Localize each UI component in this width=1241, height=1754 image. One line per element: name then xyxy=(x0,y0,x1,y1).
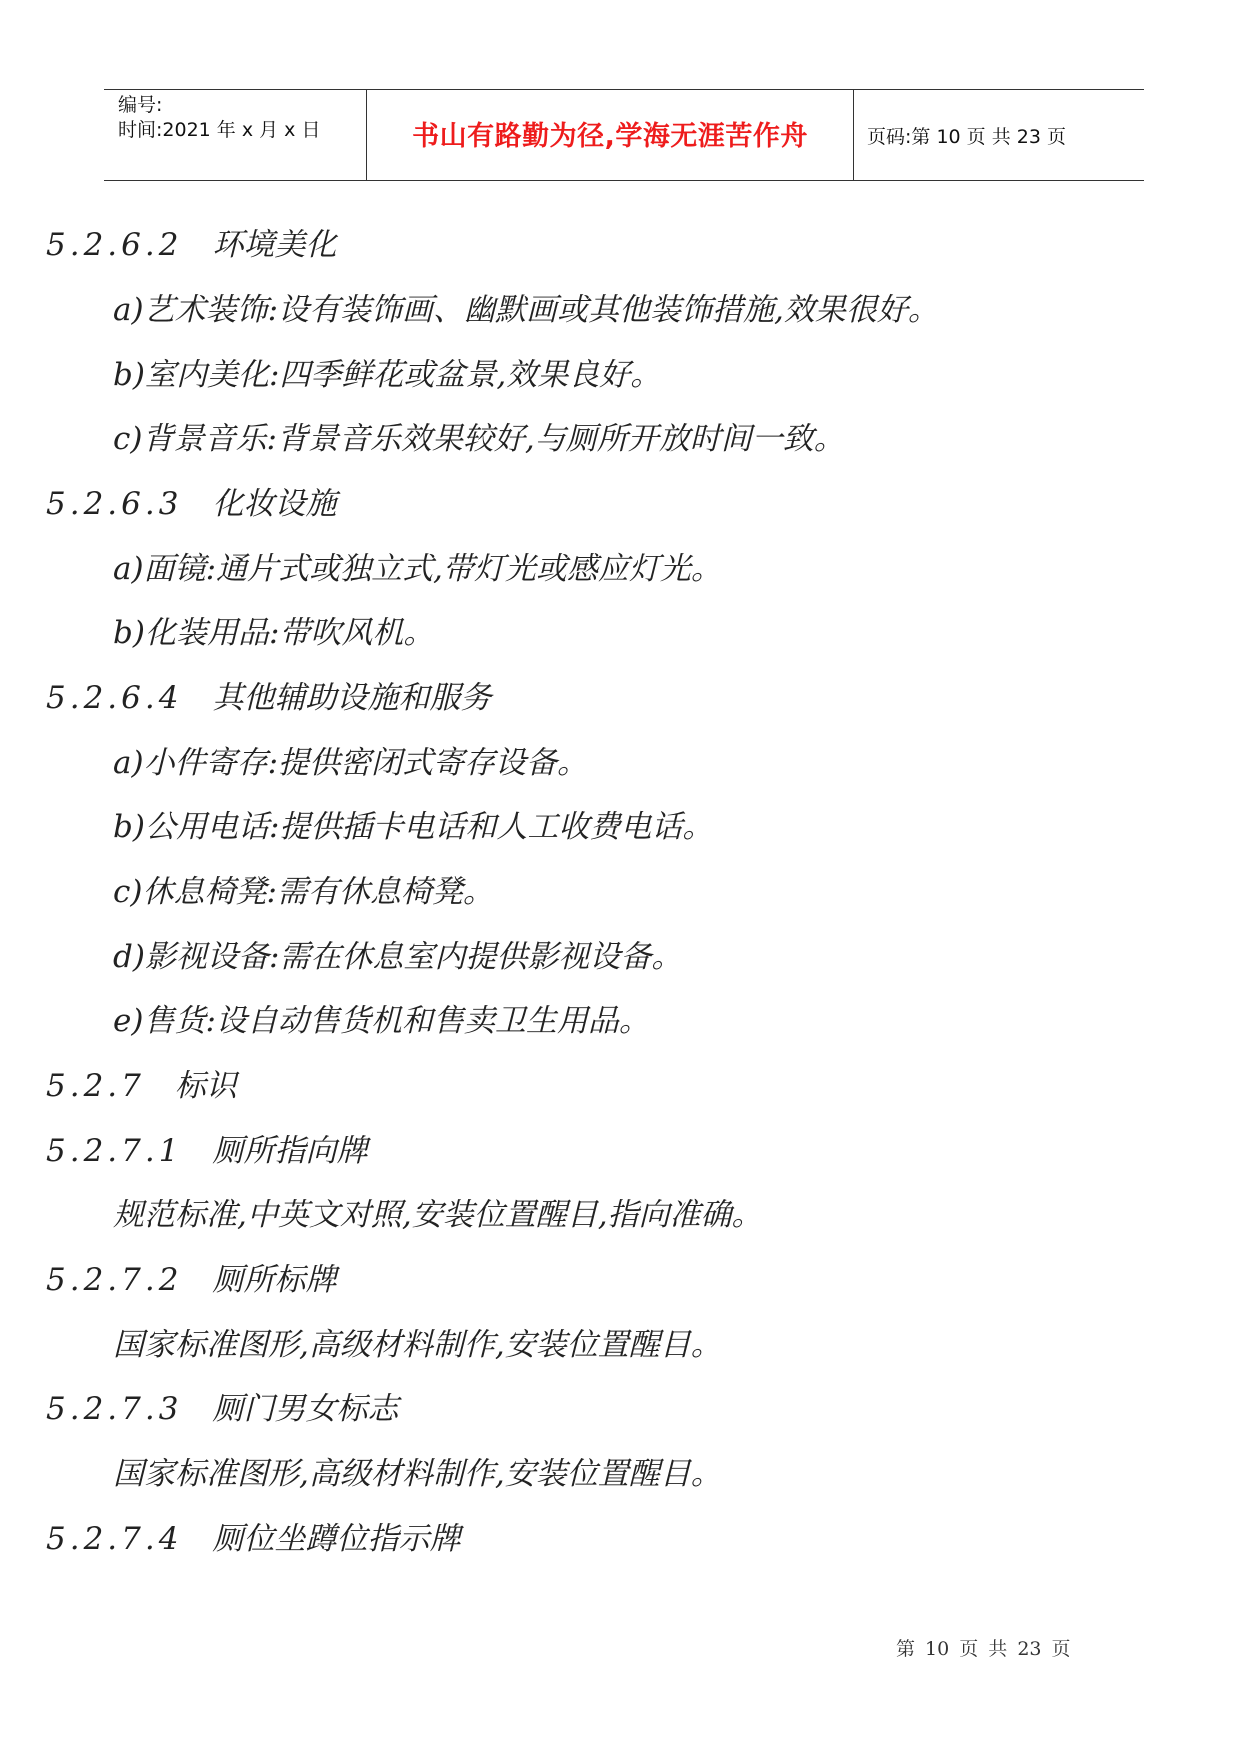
section-heading xyxy=(46,1066,237,1106)
list-item: a)艺术装饰:设有装饰画、幽默画或其他装饰措施,效果很好。 xyxy=(113,292,939,328)
section-number: 5.2.7.4 xyxy=(46,1521,183,1557)
header-motto: 书山有路勤为径,学海无涯苦作舟 xyxy=(412,121,808,152)
section-heading xyxy=(46,1389,398,1429)
section-title: 厕位坐蹲位指示牌 xyxy=(212,1521,461,1557)
section-number: 5.2.6.3 xyxy=(46,486,183,522)
section-heading xyxy=(46,1131,367,1171)
header-info-cell xyxy=(104,90,367,180)
section-number: 5.2.6.4 xyxy=(46,680,183,716)
list-item: a)小件寄存:提供密闭式寄存设备。 xyxy=(113,745,589,781)
section-title: 厕门男女标志 xyxy=(212,1391,399,1427)
section-number: 5.2.7.2 xyxy=(46,1262,183,1298)
page-footer: 第 10 页 共 23 页 xyxy=(896,1638,1071,1660)
serial-label: 编号: xyxy=(118,94,163,116)
section-title: 化妆设施 xyxy=(212,486,337,522)
section-heading xyxy=(46,1519,460,1559)
paragraph: 国家标准图形,高级材料制作,安装位置醒目。 xyxy=(113,1456,722,1492)
section-number: 5.2.7.3 xyxy=(46,1391,183,1427)
section-heading xyxy=(46,1260,336,1300)
list-item: b)公用电话:提供插卡电话和人工收费电话。 xyxy=(113,809,714,845)
time-label: 时间:2021 年 x 月 x 日 xyxy=(118,119,321,141)
section-title: 其他辅助设施和服务 xyxy=(212,680,492,716)
section-title: 标识 xyxy=(174,1068,237,1104)
list-item: b)室内美化:四季鲜花或盆景,效果良好。 xyxy=(113,357,662,393)
section-title: 厕所标牌 xyxy=(212,1262,337,1298)
list-item: e)售货:设自动售货机和售卖卫生用品。 xyxy=(113,1003,650,1039)
section-number: 5.2.6.2 xyxy=(46,227,183,263)
header-motto-cell xyxy=(367,90,854,180)
paragraph: 规范标准,中英文对照,安装位置醒目,指向准确。 xyxy=(113,1197,763,1233)
list-item: d)影视设备:需在休息室内提供影视设备。 xyxy=(113,939,683,975)
section-heading xyxy=(46,225,336,265)
page-header xyxy=(104,89,1144,181)
section-heading xyxy=(46,484,336,524)
paragraph: 国家标准图形,高级材料制作,安装位置醒目。 xyxy=(113,1327,722,1363)
section-heading xyxy=(46,678,491,718)
list-item: a)面镜:通片式或独立式,带灯光或感应灯光。 xyxy=(113,551,722,587)
header-page-cell xyxy=(854,90,1144,180)
section-number: 5.2.7 xyxy=(46,1068,145,1104)
header-page-code: 页码:第 10 页 共 23 页 xyxy=(867,126,1066,148)
section-title: 环境美化 xyxy=(212,227,337,263)
list-item: b)化装用品:带吹风机。 xyxy=(113,615,435,651)
list-item: c)休息椅凳:需有休息椅凳。 xyxy=(113,874,494,910)
section-title: 厕所指向牌 xyxy=(212,1133,368,1169)
section-number: 5.2.7.1 xyxy=(46,1133,183,1169)
list-item: c)背景音乐:背景音乐效果较好,与厕所开放时间一致。 xyxy=(113,421,845,457)
